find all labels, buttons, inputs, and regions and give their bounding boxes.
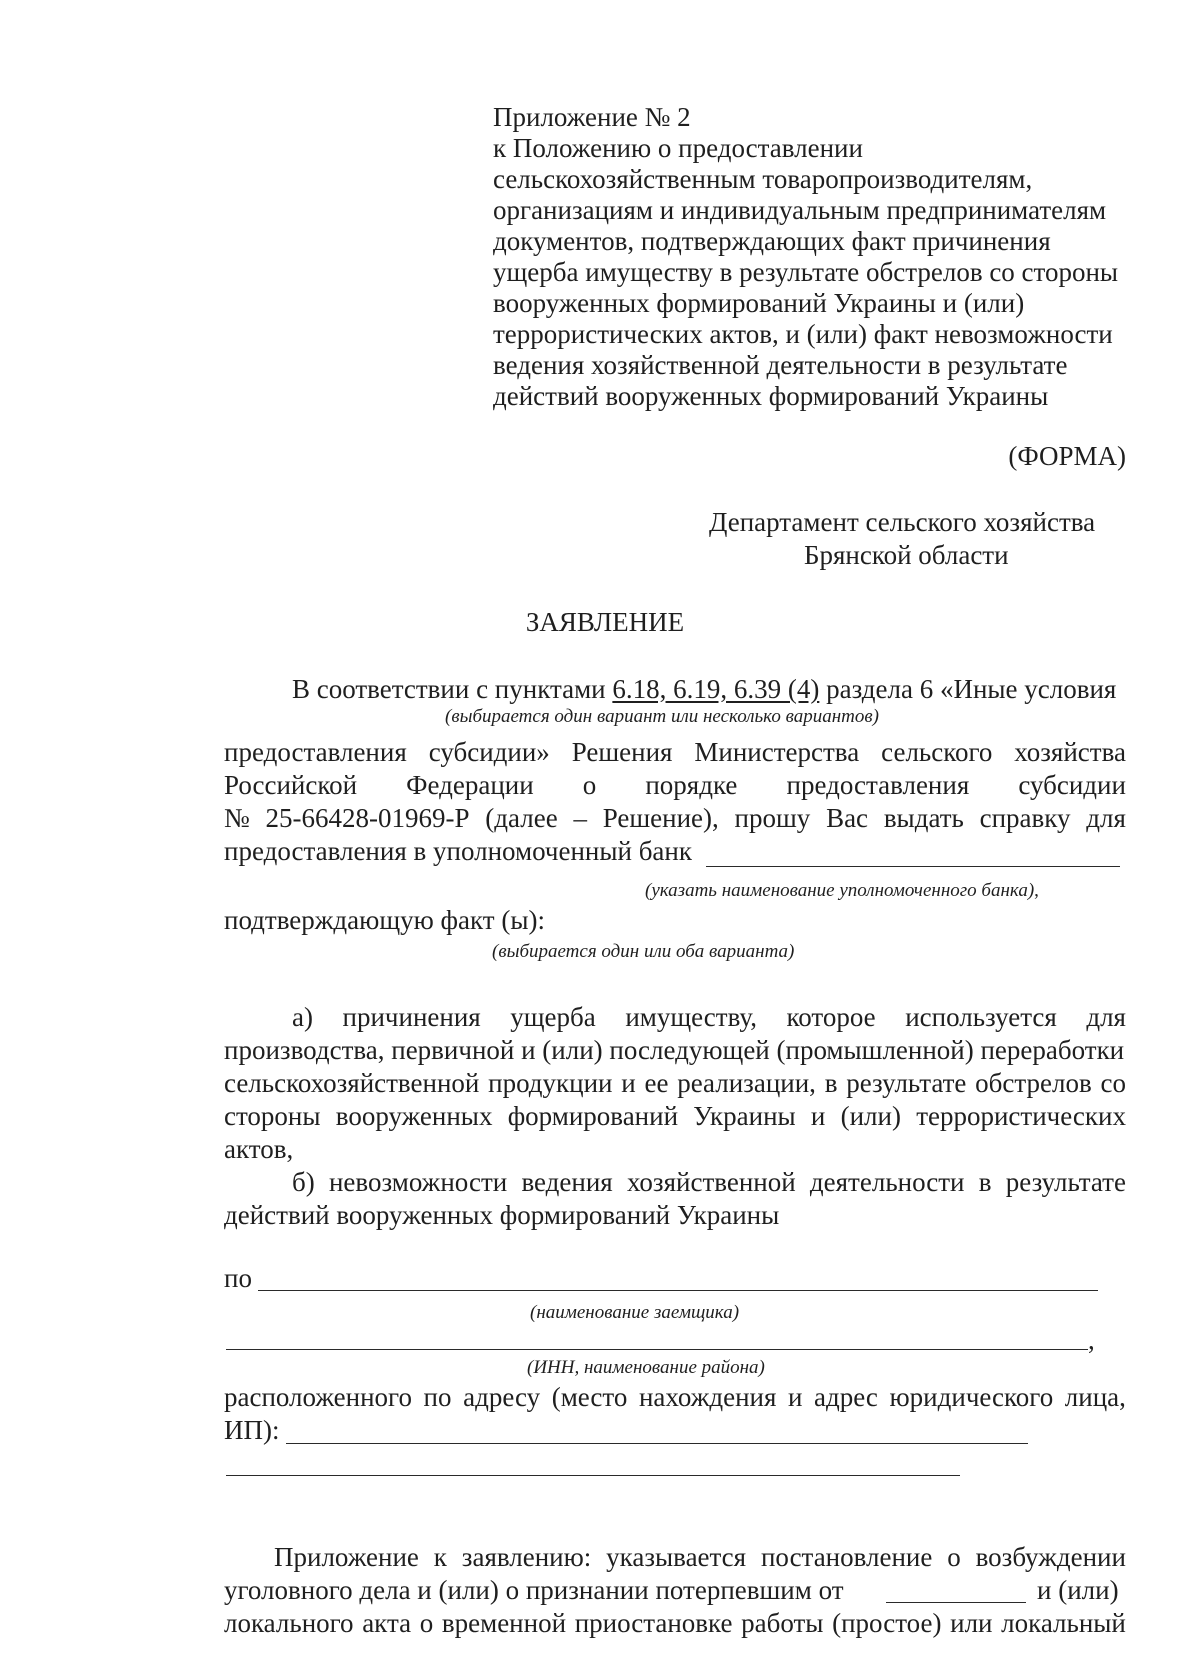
appendix-line: ущерба имуществу в результате обстрелов со стороны — [493, 257, 1119, 287]
word: сельскохозяйственной — [224, 1068, 480, 1098]
word: террористических — [916, 1101, 1126, 1131]
text-fragment: и (или) — [1037, 1575, 1119, 1605]
word: Украины — [693, 1101, 796, 1131]
justified-line — [224, 769, 1126, 801]
word: используется — [905, 1002, 1057, 1032]
justified-line — [224, 1067, 1126, 1099]
word: ущерба — [510, 1002, 596, 1032]
word: к — [433, 1542, 447, 1572]
word: приостановке — [574, 1608, 733, 1638]
bank-name-field-line[interactable] — [706, 866, 1120, 867]
form-label: (ФОРМА) — [1008, 441, 1126, 471]
word: о — [582, 770, 597, 800]
appendix-line: ведения хозяйственной деятельности в результате — [493, 350, 1068, 380]
word: результате — [1005, 1167, 1126, 1197]
paragraph-line: актов, — [224, 1134, 294, 1164]
word: в — [978, 1167, 992, 1197]
word: невозможности — [328, 1167, 508, 1197]
paragraph-line: действий вооруженных формирований Украины — [224, 1200, 780, 1230]
text-fragment: В соответствии с пунктами — [292, 674, 606, 704]
word: адресу — [463, 1382, 541, 1412]
appendix-line: Приложение № 2 — [493, 102, 691, 132]
word: Приложение — [274, 1542, 419, 1572]
hint-text: (ИНН, наименование района) — [527, 1357, 765, 1378]
word: временной — [441, 1608, 567, 1638]
text-fragment: , — [1088, 1325, 1095, 1355]
word: и — [621, 1068, 636, 1098]
word: (далее — [485, 803, 558, 833]
word: Вас — [826, 803, 869, 833]
word: прошу — [734, 803, 811, 833]
word: для — [1086, 1002, 1126, 1032]
word: заявлению: — [461, 1542, 592, 1572]
appendix-line: организациям и индивидуальным предпринимателям — [493, 195, 1107, 225]
word: справку — [979, 803, 1071, 833]
word: предоставления — [224, 737, 407, 767]
word: Решение), — [602, 803, 719, 833]
word: (место — [551, 1382, 628, 1412]
justified-line — [224, 736, 1126, 768]
appendix-line: террористических актов, и (или) факт невозможности — [493, 319, 1113, 349]
justified-line — [224, 1100, 1126, 1132]
word: ее — [644, 1068, 669, 1098]
hint-text: (наименование заемщика) — [530, 1302, 740, 1323]
word: вооруженных — [335, 1101, 493, 1131]
word: о — [947, 1542, 961, 1572]
word: и — [788, 1382, 803, 1412]
appendix-line: документов, подтверждающих факт причинения — [493, 226, 1051, 256]
word: Федерации — [406, 770, 534, 800]
appendix-line: вооруженных формирований Украины и (или) — [493, 288, 1025, 318]
word: Министерства — [694, 737, 860, 767]
word: работы — [741, 1608, 824, 1638]
word: продукции — [488, 1068, 613, 1098]
word: в — [824, 1068, 838, 1098]
word: локальный — [1001, 1608, 1126, 1638]
word: по — [423, 1382, 452, 1412]
word: лица, — [1064, 1382, 1126, 1412]
word: деятельности — [809, 1167, 965, 1197]
address-field-line[interactable] — [286, 1443, 1028, 1444]
justified-line — [292, 1166, 1126, 1198]
addressee-line: Брянской области — [804, 540, 1009, 570]
paragraph-line: уголовного дела и (или) о признании потерпевшим от — [224, 1575, 844, 1605]
word: (или) — [840, 1101, 901, 1131]
paragraph-line — [292, 673, 1116, 705]
inn-district-field-line[interactable] — [226, 1349, 1088, 1350]
justified-line — [224, 802, 1126, 834]
justified-line — [274, 1541, 1126, 1573]
word: или — [950, 1608, 993, 1638]
appendix-line: сельскохозяйственным товаропроизводителям, — [493, 164, 1033, 194]
appendix-line: к Положению о предоставлении — [493, 133, 863, 163]
word: выдать — [883, 803, 964, 833]
word: субсидии» — [428, 737, 550, 767]
word: предоставления — [786, 770, 970, 800]
word: (простое) — [832, 1608, 942, 1638]
word: Российской — [224, 770, 358, 800]
word: сельского — [881, 737, 993, 767]
word: указывается — [606, 1542, 747, 1572]
paragraph-line: предоставления в уполномоченный банк — [224, 836, 692, 866]
word: Решения — [571, 737, 673, 767]
hint-text: (выбирается один или оба варианта) — [492, 941, 795, 962]
word: – — [573, 803, 587, 833]
word: хозяйства — [1014, 737, 1126, 767]
text-fragment: раздела 6 «Иные условия — [826, 674, 1117, 704]
word: расположенного — [224, 1382, 412, 1412]
word: нахождения — [638, 1382, 777, 1412]
word: обстрелов — [975, 1068, 1092, 1098]
word: формирований — [507, 1101, 679, 1131]
word: акта — [362, 1608, 412, 1638]
po-label: по — [224, 1263, 252, 1293]
word: адрес — [814, 1382, 878, 1412]
word: реализации, — [677, 1068, 816, 1098]
word: постановление — [760, 1542, 933, 1572]
appendix-line: действий вооруженных формирований Украины — [493, 381, 1049, 411]
paragraph-line: подтверждающую факт (ы): — [224, 905, 545, 935]
word: № — [224, 803, 250, 833]
word: возбуждении — [975, 1542, 1126, 1572]
word: стороны — [224, 1101, 321, 1131]
word: результате — [846, 1068, 967, 1098]
justified-line — [292, 1001, 1126, 1033]
word: имуществу, — [625, 1002, 757, 1032]
borrower-name-field-line[interactable] — [258, 1290, 1098, 1291]
word: б) — [292, 1167, 315, 1197]
word: хозяйственной — [626, 1167, 796, 1197]
addressee-line: Департамент сельского хозяйства — [709, 507, 1096, 537]
word: ведения — [521, 1167, 613, 1197]
word: порядке — [645, 770, 738, 800]
word: юридического — [889, 1382, 1054, 1412]
justified-line — [224, 1607, 1126, 1639]
word: 25-66428-01969-Р — [265, 803, 470, 833]
document-title: ЗАЯВЛЕНИЕ — [525, 607, 685, 637]
word: причинения — [342, 1002, 481, 1032]
address-field-line-2[interactable] — [226, 1475, 960, 1476]
word: которое — [786, 1002, 876, 1032]
word: для — [1086, 803, 1126, 833]
word: и — [810, 1101, 826, 1131]
paragraph-line: ИП): — [224, 1415, 280, 1445]
word: локального — [224, 1608, 354, 1638]
justified-line — [224, 1381, 1126, 1413]
paragraph-line: производства, первичной и (или) последующей (промышленной) переработки — [224, 1035, 1125, 1065]
word: о — [419, 1608, 434, 1638]
hint-text: (указать наименование уполномоченного банка), — [645, 880, 1039, 901]
word: со — [1100, 1068, 1126, 1098]
victim-field-line[interactable] — [886, 1602, 1026, 1603]
word: субсидии — [1018, 770, 1126, 800]
selected-points: 6.18, 6.19, 6.39 (4) — [612, 674, 820, 704]
word: а) — [292, 1002, 313, 1032]
hint-text: (выбирается один вариант или несколько вариантов) — [445, 706, 879, 727]
